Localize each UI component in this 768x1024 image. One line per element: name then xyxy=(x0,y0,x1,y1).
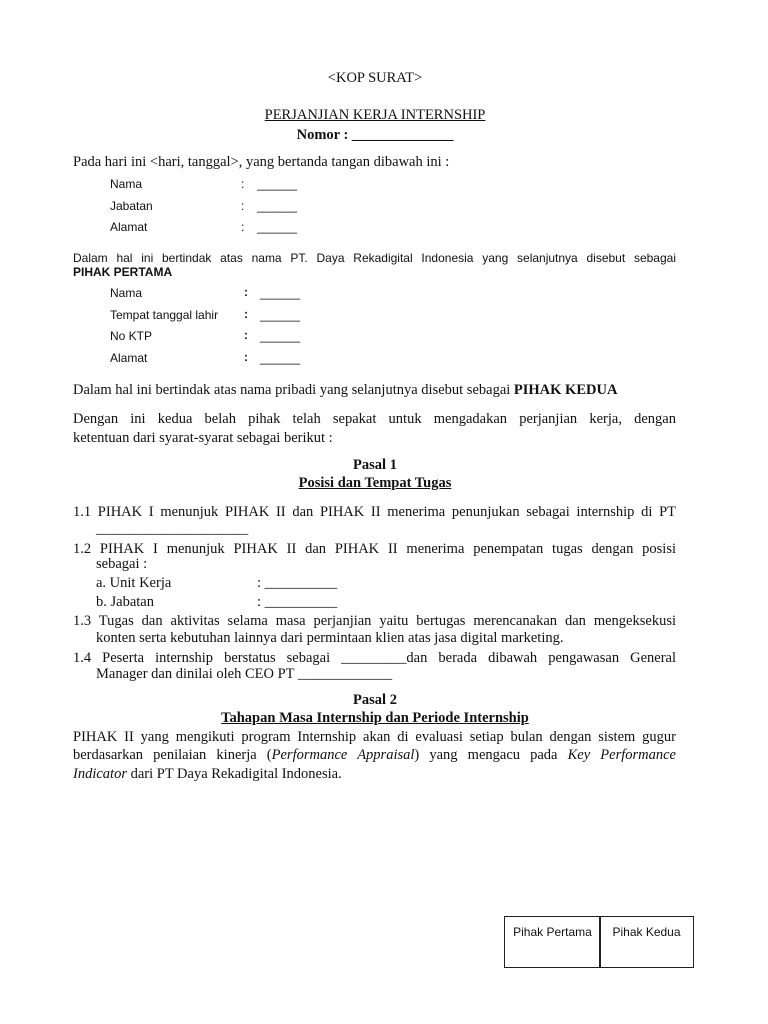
party2-ktp-label: No KTP xyxy=(110,329,153,343)
party2-role: PIHAK KEDUA xyxy=(513,382,618,398)
key-performance: Key Performance xyxy=(567,747,676,763)
party2-ttl-label: Tempat tanggal lahir xyxy=(110,308,219,322)
document-title: PERJANJIAN KERJA INTERNSHIP xyxy=(264,107,486,123)
pasal1-number: Pasal 1 xyxy=(353,457,397,473)
pasal2-line1: PIHAK II yang mengikuti program Internship akan di evaluasi setiap bulan dengan sistem gugur xyxy=(73,729,676,745)
party2-nama-label: Nama xyxy=(110,286,143,300)
pasal1-1-4-line2: Manager dan dinilai oleh CEO PT _____________ xyxy=(96,666,393,682)
pasal1-1-1: 1.1 PIHAK I menunjuk PIHAK II dan PIHAK II menerima penunjukan sebagai internship di PT xyxy=(73,504,676,520)
party1-jabatan-blank: ______ xyxy=(257,199,298,213)
party2-alamat-colon: : xyxy=(244,350,248,364)
pasal1-1-1-blank: _____________________ xyxy=(96,521,249,537)
party2-ttl-blank: ______ xyxy=(260,308,301,322)
intro-text: Pada hari ini <hari, tanggal>, yang bertanda tangan dibawah ini : xyxy=(73,154,450,170)
party1-alamat-blank: ______ xyxy=(257,220,298,234)
party1-jabatan-label: Jabatan xyxy=(110,199,153,213)
pasal2-line2 xyxy=(73,745,676,766)
agreement-line1: Dengan ini kedua belah pihak telah sepakat untuk mengadakan perjanjian kerja, dengan xyxy=(73,411,676,427)
pasal2-line2-a: berdasarkan penilaian kinerja ( xyxy=(73,747,272,763)
pasal1-title: Posisi dan Tempat Tugas xyxy=(298,475,452,491)
party2-ktp-colon: : xyxy=(244,328,248,342)
party2-ttl-colon: : xyxy=(244,307,248,321)
jabatan-value: : __________ xyxy=(257,594,338,610)
agreement-line2: ketentuan dari syarat-syarat sebagai berikut : xyxy=(73,430,333,446)
party1-jabatan-colon: : xyxy=(241,199,245,213)
party2-ktp-blank: ______ xyxy=(260,329,301,343)
party2-statement xyxy=(73,382,617,399)
pasal1-1-4-line1: 1.4 Peserta internship berstatus sebagai _________dan berada dibawah pengawasan General xyxy=(73,650,676,666)
party1-alamat-colon: : xyxy=(241,220,245,234)
nomor-label: Nomor : xyxy=(296,127,349,143)
pasal1-1-2-line1: 1.2 PIHAK I menunjuk PIHAK II dan PIHAK II menerima penempatan tugas dengan posisi xyxy=(73,541,676,557)
party2-nama-blank: ______ xyxy=(260,286,301,300)
nomor-line xyxy=(0,127,750,144)
party1-nama-blank: ______ xyxy=(257,177,298,191)
signature-box-pihak-pertama xyxy=(504,916,601,968)
party2-alamat-label: Alamat xyxy=(110,351,148,365)
pasal2-title: Tahapan Masa Internship dan Periode Internship xyxy=(221,710,529,726)
jabatan-label: b. Jabatan xyxy=(96,594,154,610)
performance-appraisal: Performance Appraisal xyxy=(271,747,415,763)
party1-nama-label: Nama xyxy=(110,177,143,191)
indicator-term: Indicator xyxy=(73,766,127,782)
unit-kerja-label: a. Unit Kerja xyxy=(96,575,172,591)
kop-surat: <KOP SURAT> xyxy=(327,70,423,86)
party1-nama-colon: : xyxy=(241,177,245,191)
signature-label-pihak-pertama: Pihak Pertama xyxy=(513,925,592,939)
party1-statement: Dalam hal ini bertindak atas nama PT. Daya Rekadigital Indonesia yang selanjutnya disebut sebagai xyxy=(73,251,676,265)
pasal2-line2-c: ) yang mengacu pada xyxy=(414,747,568,763)
party2-alamat-blank: ______ xyxy=(260,351,301,365)
nomor-blank: ______________ xyxy=(351,127,454,143)
pasal2-line3 xyxy=(73,766,342,783)
party2-statement-text: Dalam hal ini bertindak atas nama pribadi yang selanjutnya disebut sebagai xyxy=(73,382,514,398)
unit-kerja-value: : __________ xyxy=(257,575,338,591)
party1-role: PIHAK PERTAMA xyxy=(73,265,173,279)
pasal1-1-3-line2: konten serta kebutuhan lainnya dari permintaan klien atas jasa digital marketing. xyxy=(96,630,564,646)
pasal2-number: Pasal 2 xyxy=(353,692,397,708)
signature-label-pihak-kedua: Pihak Kedua xyxy=(612,925,681,939)
party1-alamat-label: Alamat xyxy=(110,220,148,234)
pasal2-line3-b: dari PT Daya Rekadigital Indonesia. xyxy=(126,766,342,782)
signature-box-pihak-kedua xyxy=(599,916,694,968)
party2-nama-colon: : xyxy=(244,285,248,299)
pasal1-1-3-line1: 1.3 Tugas dan aktivitas selama masa perjanjian yaitu bertugas merencanakan dan mengeksekusi xyxy=(73,613,676,629)
pasal1-1-2-line2: sebagai : xyxy=(96,556,148,572)
